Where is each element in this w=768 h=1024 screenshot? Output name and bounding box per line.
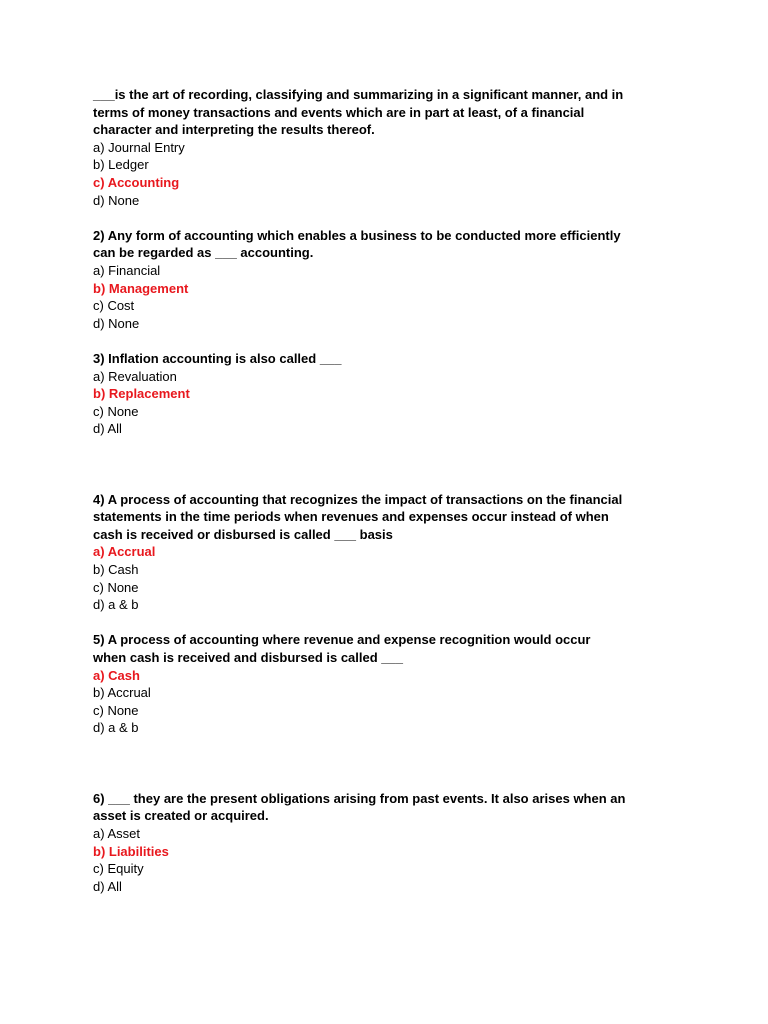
stem-line: 5) A process of accounting where revenue and expense recognition would occur — [93, 632, 591, 648]
stem-line: ___is the art of recording, classifying and summarizing in a significant manner, and in — [93, 87, 624, 102]
quiz-document — [93, 86, 693, 895]
option-c: c) Equity — [93, 861, 144, 877]
option-d: d) a & b — [93, 720, 139, 736]
option-c-correct: c) Accounting — [93, 174, 180, 190]
option-a: a) Journal Entry — [93, 139, 185, 155]
question-stem — [93, 631, 693, 666]
question-stem — [93, 227, 693, 262]
stem-line: when cash is received and disbursed is called ___ — [93, 650, 403, 666]
option-b: b) Accrual — [93, 685, 151, 701]
option-d: d) a & b — [93, 597, 139, 613]
question-stem — [93, 790, 693, 825]
stem-line: 6) ___ they are the present obligations arising from past events. It also arises when an — [93, 790, 626, 806]
option-c: c) None — [93, 579, 139, 595]
option-c: c) None — [93, 702, 139, 718]
stem-line: 2) Any form of accounting which enables a business to be conducted more efficiently — [93, 227, 621, 243]
option-a: a) Asset — [93, 825, 140, 841]
option-b: b) Cash — [93, 562, 139, 578]
option-d: d) All — [93, 878, 122, 894]
stem-line: can be regarded as ___ accounting. — [93, 245, 314, 261]
question-stem — [93, 491, 693, 544]
stem-line: terms of money transactions and events which are in part at least, of a financial — [93, 104, 585, 120]
stem-line: asset is created or acquired. — [93, 808, 269, 824]
stem-line: cash is received or disbursed is called ___ basis — [93, 526, 393, 542]
question-6 — [93, 790, 693, 896]
question-5 — [93, 631, 693, 737]
option-a: a) Financial — [93, 262, 161, 278]
question-2 — [93, 227, 693, 333]
stem-line: 4) A process of accounting that recognizes the impact of transactions on the financial — [93, 491, 623, 507]
option-d: d) None — [93, 315, 140, 331]
option-a-correct: a) Cash — [93, 667, 140, 683]
option-c: c) Cost — [93, 298, 135, 314]
option-b-correct: b) Replacement — [93, 386, 190, 402]
stem-line: character and interpreting the results thereof. — [93, 122, 375, 138]
option-c: c) None — [93, 403, 139, 419]
option-b-correct: b) Management — [93, 280, 189, 296]
question-1 — [93, 86, 693, 209]
option-d: d) None — [93, 192, 140, 208]
stem-line: 3) Inflation accounting is also called ___ — [93, 350, 342, 366]
option-b: b) Ledger — [93, 157, 149, 173]
option-a: a) Revaluation — [93, 368, 177, 384]
question-4 — [93, 491, 693, 614]
question-stem — [93, 86, 693, 139]
question-3 — [93, 350, 693, 438]
stem-line: statements in the time periods when revenues and expenses occur instead of when — [93, 509, 609, 525]
question-stem — [93, 350, 693, 368]
option-b-correct: b) Liabilities — [93, 843, 169, 859]
option-a-correct: a) Accrual — [93, 544, 156, 560]
option-d: d) All — [93, 421, 122, 437]
